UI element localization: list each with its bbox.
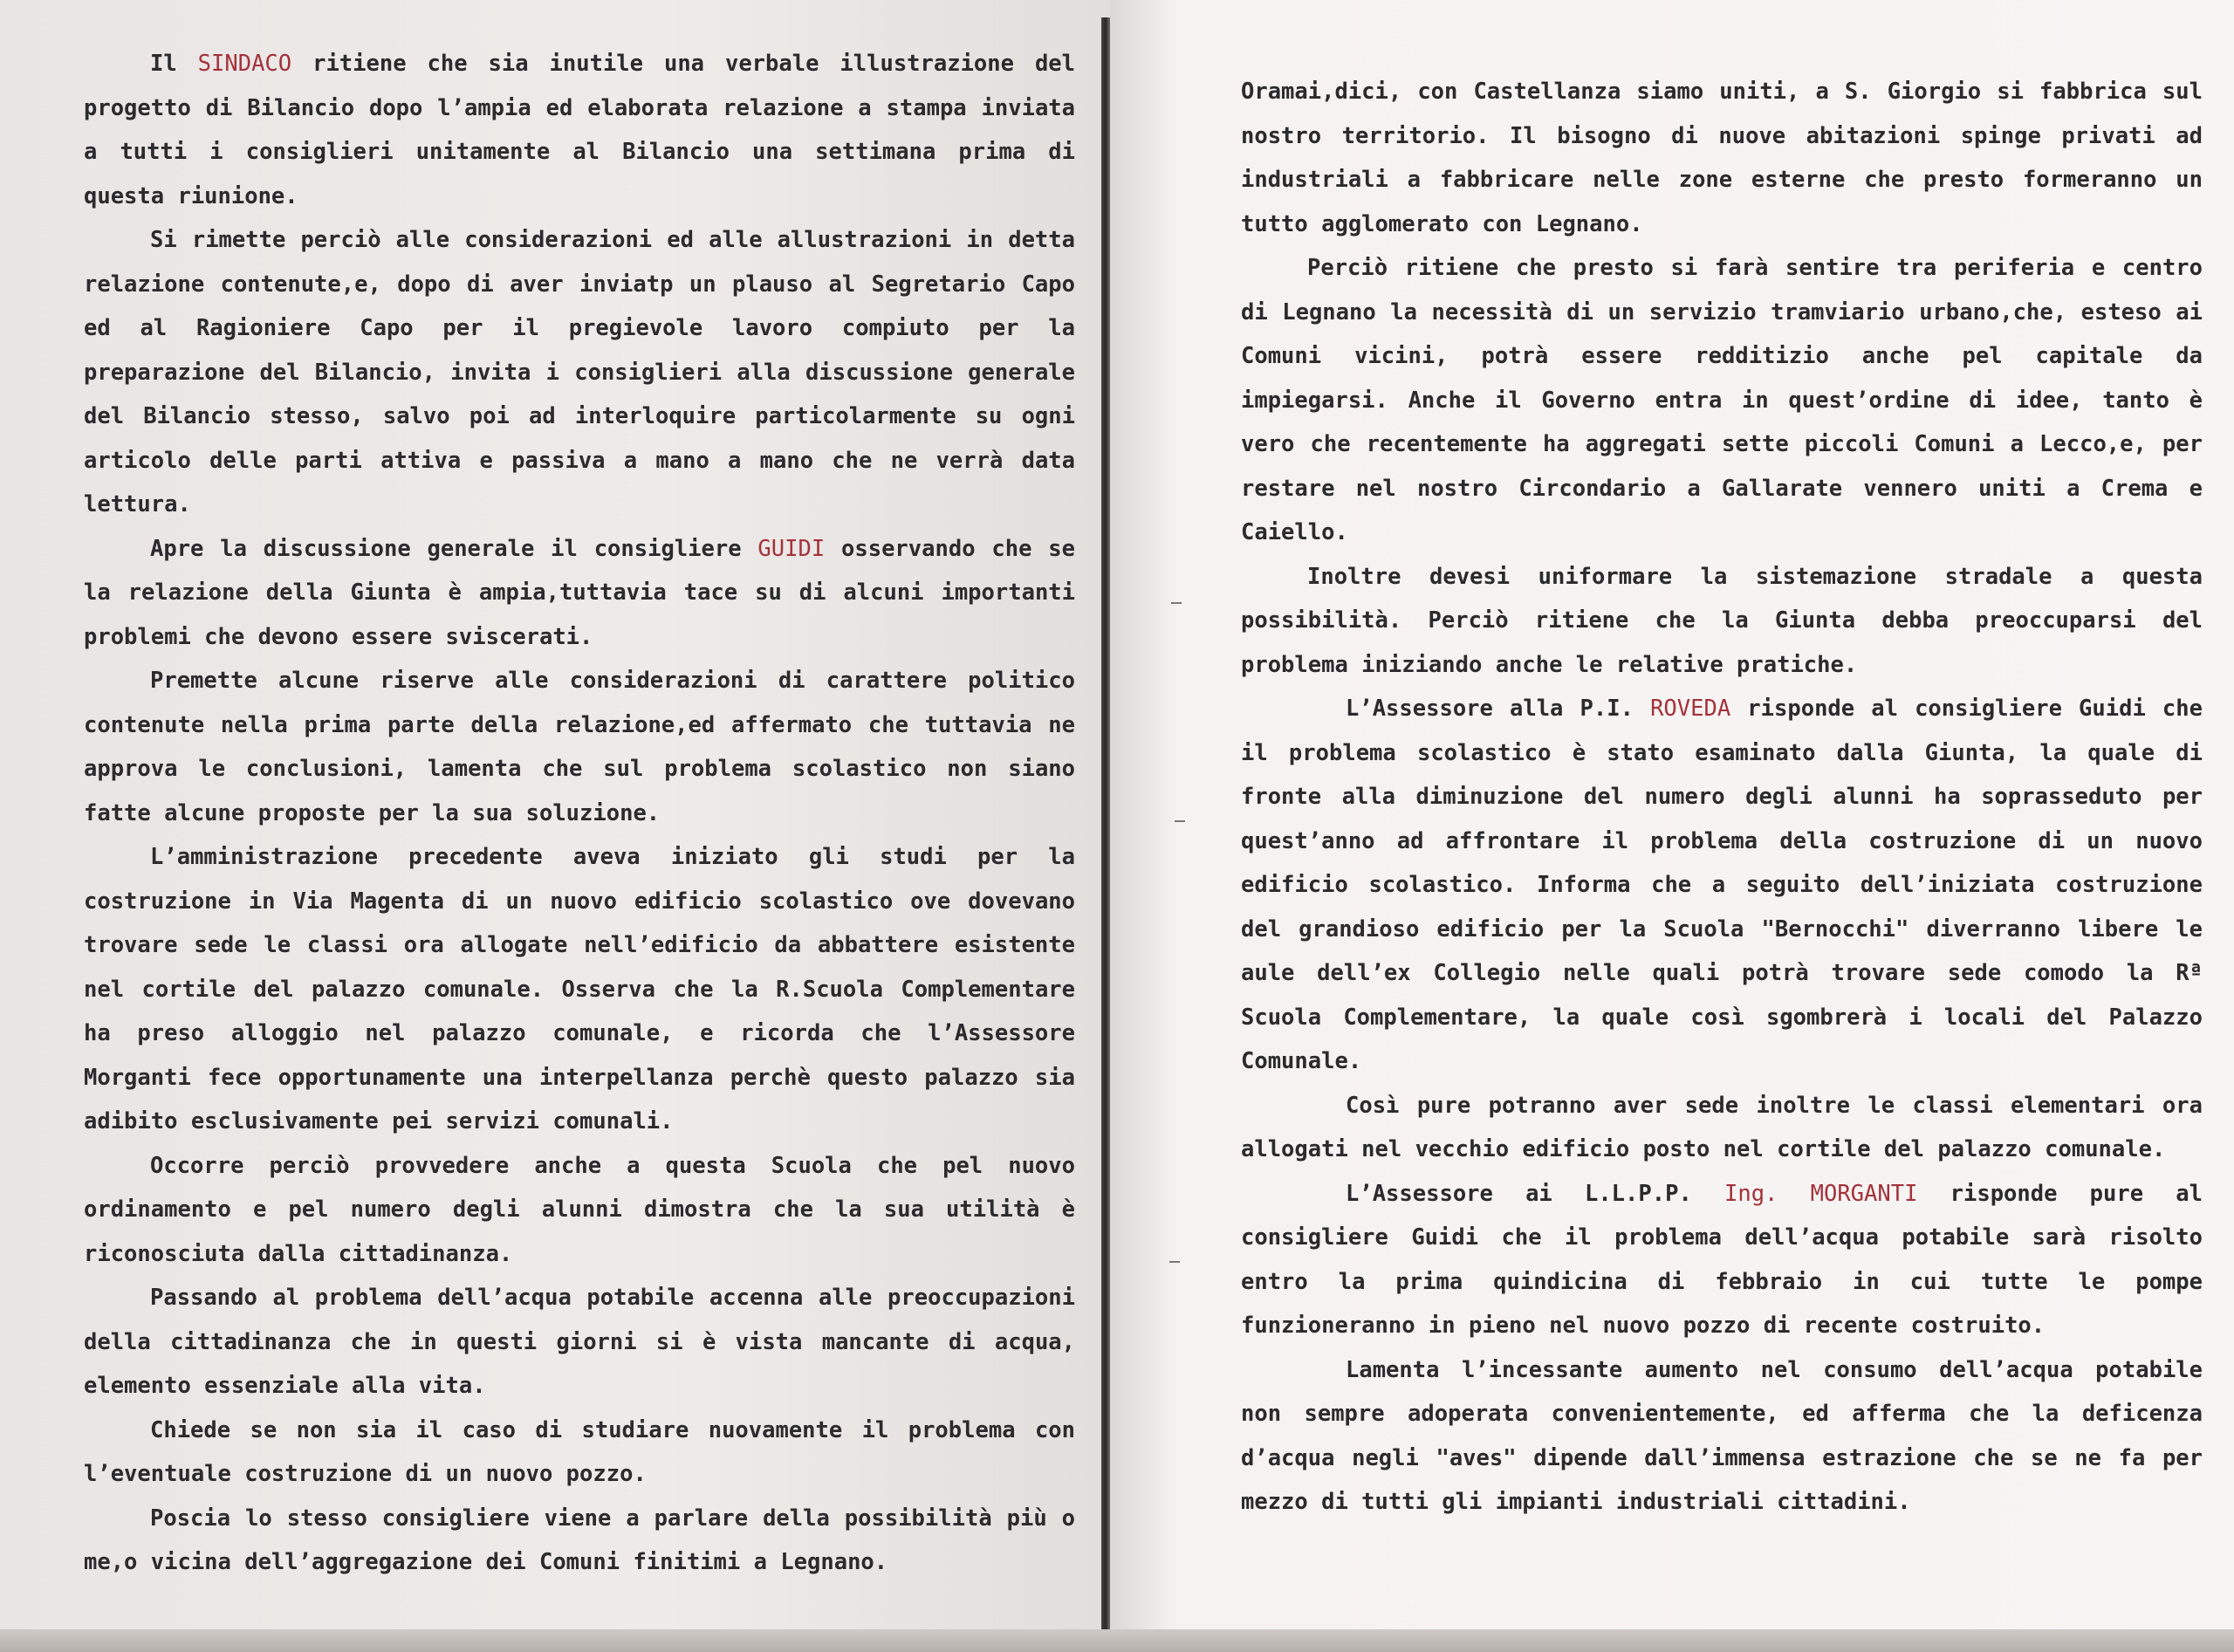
paragraph: Chiede se non sia il caso di studiare nuovamente il problema con l’eventuale costruzione di un nuovo pozzo. <box>84 1416 1075 1487</box>
paragraph-text: Il <box>150 51 198 77</box>
paragraph-text: L’Assessore alla P.I. <box>1346 696 1651 722</box>
paragraph: Lamenta l’incessante aumento nel consumo dell’acqua potabile non sempre adoperata convenientemente, ed afferma che la deficenza d’acqua negli "aves" dipende dall’immensa estrazione che se ne fa per mezzo di tutti gli impianti industriali cittadini. <box>1241 1356 2203 1515</box>
paragraph: Premette alcune riserve alle considerazioni di carattere politico contenute nella prima parte della relazione,ed affermato che tuttavia ne approva le conclusioni, lamenta che sul problema scolastico non siano fatte alcune proposte per la sua soluzione. <box>84 668 1075 826</box>
paragraph <box>1241 687 2203 1084</box>
paragraph: Si rimette perciò alle considerazioni ed alle allustrazioni in detta relazione contenute,e, dopo di aver inviatp un plauso al Segretario Capo ed al Ragioniere Capo per il pregievole lavoro compiuto per la preparazione del Bilancio, invita i consiglieri alla discussione generale del Bilancio stesso, salvo poi ad interloquire particolarmente su ogni articolo delle parti attiva e passiva a mano a mano che ne verrà data lettura. <box>84 227 1075 518</box>
paragraph-text: ritiene che sia inutile una verbale illustrazione del progetto di Bilancio dopo l’ampia ed elaborata relazione a stampa inviata a tutti i consiglieri unitamente al Bilancio una settimana prima di questa riunione. <box>84 51 1075 209</box>
paragraph <box>84 42 1075 218</box>
margin-mark <box>1171 602 1182 604</box>
speaker-name: Ing. MORGANTI <box>1724 1180 1918 1207</box>
paragraph: Passando al problema dell’acqua potabile accenna alle preoccupazioni della cittadinanza che in questi giorni si è vista mancante di acqua, elemento essenziale alla vita. <box>84 1285 1075 1399</box>
paragraph: Oramai,dici, con Castellanza siamo uniti, a S. Giorgio si fabbrica sul nostro territorio. Il bisogno di nuove abitazioni spinge privati ad industriali a fabbricare nelle zone esterne che presto formeranno un tutto agglomerato con Legnano. <box>1241 79 2203 237</box>
margin-mark <box>1169 1261 1180 1263</box>
paragraph-text: osservando che se la relazione della Giunta è ampia,tuttavia tace su di alcuni importanti problemi che devono essere sviscerati. <box>84 535 1075 650</box>
paragraph <box>84 527 1075 660</box>
margin-mark <box>1175 820 1185 822</box>
speaker-name: ROVEDA <box>1650 696 1731 722</box>
paragraph-text: L’Assessore ai L.L.P.P. <box>1346 1180 1724 1207</box>
paragraph: Occorre perciò provvedere anche a questa Scuola che pel nuovo ordinamento e pel numero degli alunni dimostra che la sua utilità è riconosciuta dalla cittadinanza. <box>84 1152 1075 1267</box>
paragraph: Inoltre devesi uniformare la sistemazione stradale a questa possibilità. Perciò ritiene che la Giunta debba preoccuparsi del problema iniziando anche le relative pratiche. <box>1241 563 2203 678</box>
speaker-name: GUIDI <box>757 535 826 562</box>
paragraph: L’amministrazione precedente aveva iniziato gli studi per la costruzione in Via Magenta di un nuovo edificio scolastico ove dovevano trovare sede le classi ora allogate nell’edificio da abbattere esistente nel cortile del palazzo comunale. Osserva che la R.Scuola Complementare ha preso alloggio nel palazzo comunale, e ricorda che l’Assessore Morganti fece opportunamente una interpellanza perchè questo palazzo sia adibito esclusivamente pei servizi comunali. <box>84 844 1075 1134</box>
paragraph: Così pure potranno aver sede inoltre le classi elementari ora allogati nel vecchio edificio posto nel cortile del palazzo comunale. <box>1241 1092 2203 1162</box>
paragraph: Perciò ritiene che presto si farà sentire tra periferia e centro di Legnano la necessità di un servizio tramviario urbano,che, esteso ai Comuni vicini, potrà essere redditizio anche pel capitale da impiegarsi. Anche il Governo entra in quest’ordine di idee, tanto è vero che recentemente ha aggregati sette piccoli Comuni a Lecco,e, per restare nel nostro Circondario a Gallarate vennero uniti a Crema e Caiello. <box>1241 255 2203 545</box>
left-page <box>0 0 1110 1652</box>
paragraph-text: risponde al consigliere Guidi che il problema scolastico è stato esaminato dalla Giunta, la quale di fronte alla diminuzione del numero degli alunni ha soprasseduto per quest’anno ad affrontare il problema della costruzione di un nuovo edificio scolastico. Informa che a seguito dell’iniziata costruzione del grandioso edificio per la Scuola "Bernocchi" diverranno libere le aule dell’ex Collegio nelle quali potrà trovare sede comodo la Rª Scuola Complementare, la quale così sgombrerà i locali del Palazzo Comunale. <box>1241 696 2203 1074</box>
speaker-name: SINDACO <box>197 51 292 77</box>
page-gutter <box>1101 17 1110 1632</box>
paragraph-text: Apre la discussione generale il consigliere <box>150 535 758 562</box>
paragraph <box>1241 1172 2203 1348</box>
page-bottom-edge <box>0 1629 2234 1652</box>
right-page <box>1110 0 2234 1652</box>
paragraph: Poscia lo stesso consigliere viene a parlare della possibilità più o me,o vicina dell’aggregazione dei Comuni finitimi a Legnano. <box>84 1505 1075 1575</box>
paragraph-text: risponde pure al consigliere Guidi che il problema dell’acqua potabile sarà risolto entro la prima quindicina di febbraio in cui tutte le pompe funzioneranno in pieno nel nuovo pozzo di recente costruito. <box>1241 1180 2203 1339</box>
